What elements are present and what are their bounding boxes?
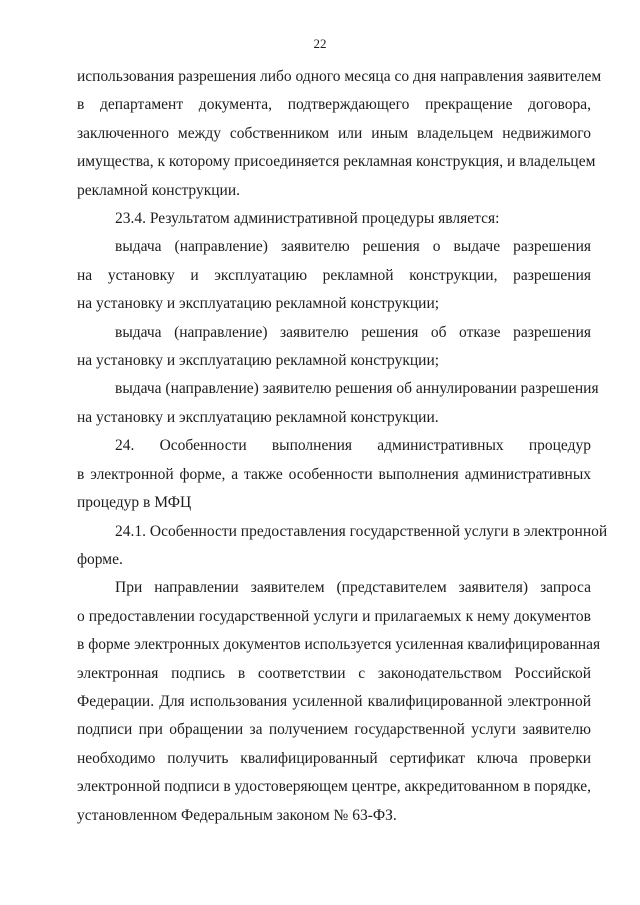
text-line: заключенного между собственником или иным владельцем недвижимого: [77, 124, 591, 142]
text-line: на установку и эксплуатацию рекламной конструкции.: [77, 408, 439, 426]
text-line: использования разрешения либо одного месяца со дня направления заявителем: [77, 68, 602, 85]
text-line: Федерации. Для использования усиленной квалифицированной электронной: [77, 692, 591, 710]
paragraph-permit-termination: [77, 63, 602, 205]
document-body: [77, 63, 608, 830]
text-line: рекламной конструкции.: [77, 181, 241, 199]
page-number: 22: [313, 36, 327, 51]
text-line: выдача (направление) заявителю решения об отказе разрешения: [115, 323, 591, 341]
text-line: выдача (направление) заявителю решения об аннулировании разрешения: [115, 380, 599, 398]
text-line: установленном Федеральным законом № 63-ФЗ.: [77, 806, 397, 824]
text-line: При направлении заявителем (представителем заявителя) запроса: [115, 579, 591, 597]
text-line: 24.1. Особенности предоставления государственной услуги в электронной: [115, 522, 608, 540]
text-line: 24. Особенности выполнения административных процедур: [115, 437, 591, 455]
paragraph-23-4: [77, 205, 591, 233]
paragraph-issue-permit: [77, 233, 591, 318]
paragraph-issue-refusal: [77, 319, 591, 376]
text-line: на установку и эксплуатацию рекламной конструкции;: [77, 295, 440, 313]
text-line: 23.4. Результатом административной процедуры является:: [115, 210, 500, 228]
text-line: в электронной форме, а также особенности выполнения административных: [77, 465, 591, 483]
text-line: в департамент документа, подтверждающего прекращение договора,: [77, 96, 591, 114]
text-line: электронная подпись в соответствии с законодательством Российской: [77, 664, 591, 682]
text-line: процедур в МФЦ: [77, 494, 192, 512]
text-line: о предоставлении государственной услуги и прилагаемых к нему документов: [77, 607, 591, 625]
text-line: подписи при обращении за получением государственной услуги заявителю: [77, 721, 591, 739]
text-line: на установку и эксплуатацию рекламной конструкции;: [77, 352, 440, 370]
text-line: на установку и эксплуатацию рекламной конструкции, разрешения: [77, 266, 591, 284]
paragraph-electronic-signature: [77, 574, 601, 830]
text-line: форме.: [77, 550, 123, 568]
text-line: в форме электронных документов используется усиленная квалифицированная: [77, 636, 601, 654]
text-line: необходимо получить квалифицированный сертификат ключа проверки: [77, 749, 591, 767]
paragraph-issue-annulment: [77, 375, 599, 432]
paragraph-24-1: [77, 518, 608, 575]
text-line: электронной подписи в удостоверяющем центре, аккредитованном в порядке,: [77, 778, 591, 796]
section-heading-24: [77, 432, 591, 517]
text-line: имущества, к которому присоединяется рекламная конструкция, и владельцем: [77, 153, 596, 171]
text-line: выдача (направление) заявителю решения о выдаче разрешения: [115, 238, 591, 256]
